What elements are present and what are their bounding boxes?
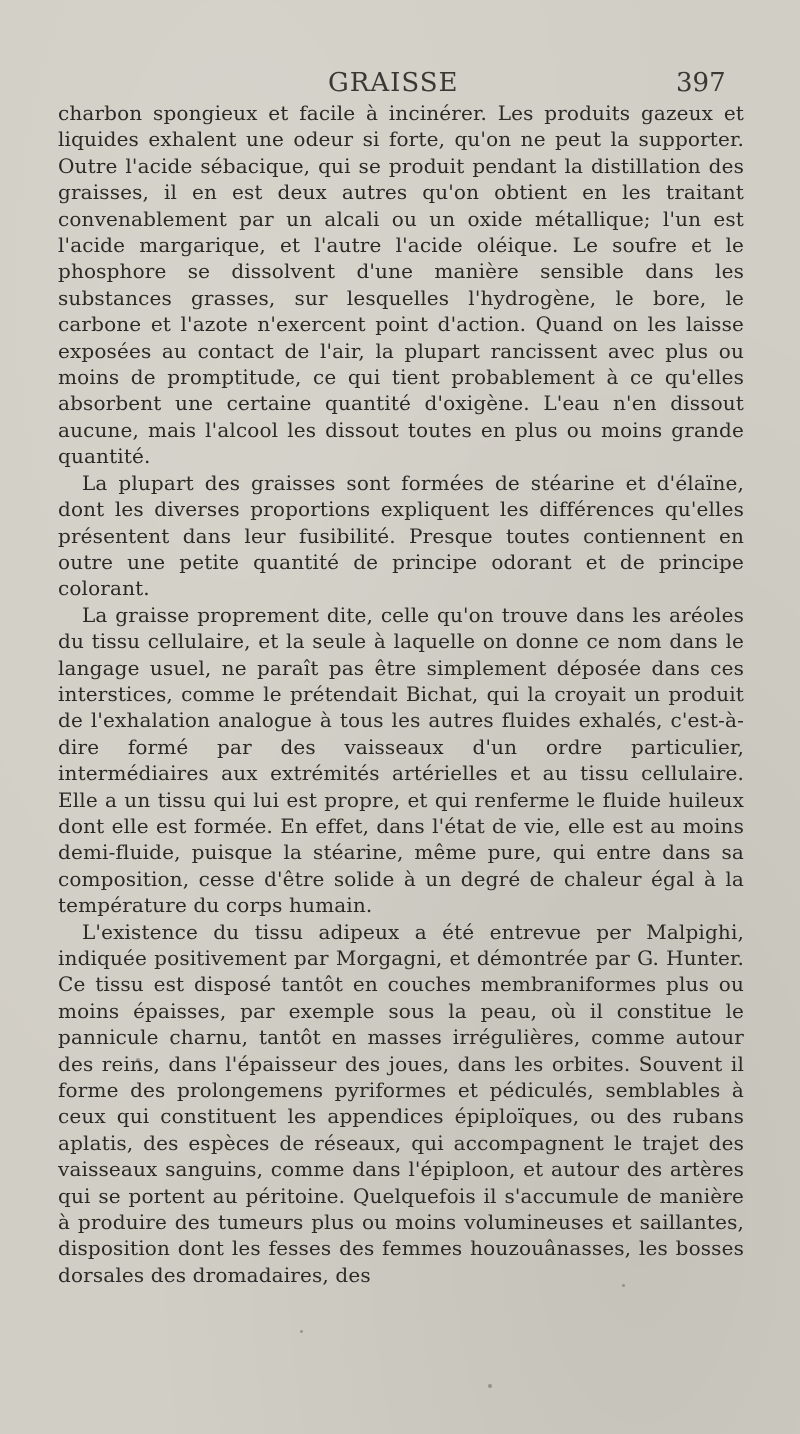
paper-speck xyxy=(300,1330,303,1333)
paragraph: charbon spongieux et facile à incinérer. Les produits gazeux et liquides exhalent une odeur si forte, qu'on ne peut la supporter. Outre l'acide sébacique, qui se produit pendant la distillation des graisses, il en est deux autres qu'on obtient en les traitant convenablement par un alcali ou un oxide métallique; l'un est l'acide margarique, et l'autre l'acide oléique. Le soufre et le phosphore se dissolvent d'une manière sensible dans les substances grasses, sur lesquelles l'hydrogène, le bore, le carbone et l'azote n'exercent point d'action. Quand on les laisse exposées au contact de l'air, la plupart rancissent avec plus ou moins de promptitude, ce qui tient probablement à ce qu'elles absorbent une certaine quantité d'oxigène. L'eau n'en dissout aucune, mais l'alcool les dissout toutes en plus ou moins grande quantité. xyxy=(58,101,744,469)
paper-speck xyxy=(136,1058,140,1062)
paper-speck xyxy=(622,1284,625,1287)
paragraph: L'existence du tissu adipeux a été entrevue per Malpighi, indiquée positivement par Morgagni, et démontrée par G. Hunter. Ce tissu est disposé tantôt en couches membraniformes plus ou moins épaisses, par exemple sous la peau, où il constitue le pannicule charnu, tantôt en masses irrégulières, comme autour des reins, dans l'épaisseur des joues, dans les orbites. Souvent il forme des prolongemens pyriformes et pédiculés, semblables à ceux qui constituent les appendices épiploïques, ou des rubans aplatis, des espèces de réseaux, qui accompagnent le trajet des vaisseaux sanguins, comme dans l'épiploon, et autour des artères qui se portent au péritoine. Quelquefois il s'accumule de manière à produire des tumeurs plus ou moins volumineuses et saillantes, disposition dont les fesses des femmes houzouânasses, les bosses dorsales des dromadaires, des xyxy=(58,919,744,1287)
body-text xyxy=(58,100,744,1288)
page-header xyxy=(0,62,800,102)
paragraph: La graisse proprement dite, celle qu'on trouve dans les aréoles du tissu cellulaire, et la seule à laquelle on donne ce nom dans le langage usuel, ne paraît pas être simplement déposée dans ces interstices, comme le prétendait Bichat, qui la croyait un produit de l'exhalation analogue à tous les autres fluides exhalés, c'est-à-dire formé par des vaisseaux d'un ordre particulier, intermédiaires aux extrémités artérielles et au tissu cellulaire. Elle a un tissu qui lui est propre, et qui renferme le fluide huileux dont elle est formée. En effet, dans l'état de vie, elle est au moins demi-fluide, puisque la stéarine, même pure, qui entre dans sa composition, cesse d'être solide à un degré de chaleur égal à la température du corps humain. xyxy=(58,602,744,918)
paragraph: La plupart des graisses sont formées de stéarine et d'élaïne, dont les diverses proportions expliquent les différences qu'elles présentent dans leur fusibilité. Presque toutes contiennent en outre une petite quantité de principe odorant et de principe colorant. xyxy=(58,470,744,601)
running-title: GRAISSE xyxy=(328,68,459,98)
page-number: 397 xyxy=(676,68,726,98)
paper-speck xyxy=(488,1384,492,1388)
